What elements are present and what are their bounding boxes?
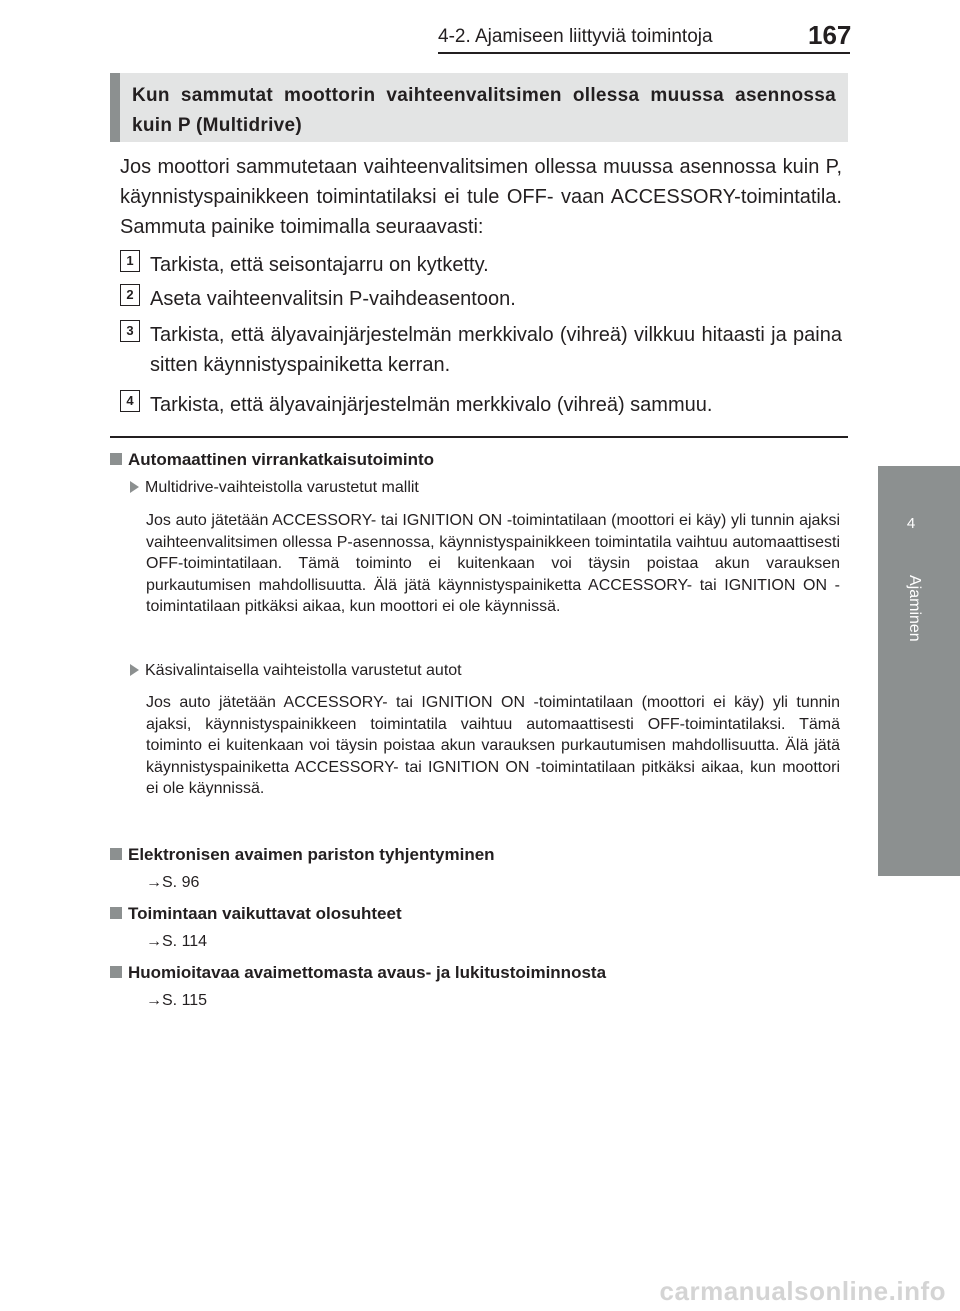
triangle-bullet-icon [130, 664, 139, 676]
step-number-badge: 4 [120, 390, 140, 412]
topic-title: Kun sammutat moottorin vaihteenvalitsimen ollessa muussa asennossa kuin P (Multidrive) [132, 85, 836, 136]
step-text: Tarkista, että älyavainjärjestelmän merkkivalo (vihreä) vilkkuu hitaasti ja paina sitten käynnistyspainiketta kerran. [150, 324, 842, 376]
section-heading [110, 902, 402, 926]
section-heading [110, 448, 434, 472]
step-number-badge: 1 [120, 250, 140, 272]
triangle-bullet-icon [130, 481, 139, 493]
step-2 [120, 284, 842, 314]
step-number-badge: 2 [120, 284, 140, 306]
subsection-heading [130, 660, 462, 682]
step-4 [120, 390, 842, 420]
page-reference-link[interactable]: →S. 96 [146, 874, 200, 891]
section-heading-text: Huomioitavaa avaimettomasta avaus- ja lukitustoiminnosta [128, 963, 607, 982]
section-heading [110, 961, 606, 985]
step-text: Aseta vaihteenvalitsin P-vaihdeasentoon. [150, 288, 516, 310]
square-bullet-icon [110, 848, 122, 860]
step-3 [120, 320, 842, 380]
section-heading-text: Elektronisen avaimen pariston tyhjentyminen [128, 845, 495, 864]
page-number: 167 [808, 20, 852, 50]
subsection-body: Jos auto jätetään ACCESSORY- tai IGNITION ON -toimintatilaan (moottori ei käy) yli tunnin ajaksi, käynnistyspainikkeen toimintatila vaihtuu automaattisesti OFF-toimintatilaksi. Tämä toiminto ei kuitenkaan voi täysin poistaa akun varauksen purkautumisen mahdollisuutta. Älä jätä käynnistyspainiketta ACCESSORY- tai IGNITION ON -toimintatilaan pitkäksi aikaa, kun moottori ei ole käynnissä. [146, 694, 840, 797]
step-1 [120, 250, 842, 280]
section-header: 4-2. Ajamiseen liittyviä toimintoja [438, 26, 713, 47]
square-bullet-icon [110, 966, 122, 978]
square-bullet-icon [110, 907, 122, 919]
page-reference-link[interactable]: →S. 115 [146, 992, 208, 1009]
subsection-body: Jos auto jätetään ACCESSORY- tai IGNITION ON -toimintatilaan (moottori ei käy) yli tunnin ajaksi vaihteenvalitsimen ollessa P-asennossa, käynnistyspainikkeen toimintatila vaihtuu automaattisesti OFF-toimintatilaan. Tämä toiminto ei kuitenkaan voi täysin poistaa akun varauksen purkautumisen mahdollisuutta. Älä jätä käynnistyspainiketta ACCESSORY- tai IGNITION ON -toimintatilaan pitkäksi aikaa, kun moottori ei ole käynnissä. [146, 512, 840, 615]
square-bullet-icon [110, 453, 122, 465]
topic-title-box [110, 73, 848, 142]
intro-paragraph: Jos moottori sammutetaan vaihteenvalitsimen ollessa muussa asennossa kuin P, käynnistyspainikkeen toimintatilaksi ei tule OFF- vaan ACCESSORY-toimintatila. Sammuta painike toimimalla seuraavasti: [120, 156, 842, 238]
subsection-heading-text: Käsivalintaisella vaihteistolla varustetut autot [145, 662, 462, 679]
step-text: Tarkista, että älyavainjärjestelmän merkkivalo (vihreä) sammuu. [150, 394, 713, 416]
page-reference-link[interactable]: →S. 114 [146, 933, 208, 950]
chapter-label: Ajaminen [906, 575, 923, 642]
section-divider [110, 436, 848, 438]
site-watermark: carmanualsonline.info [659, 1276, 946, 1306]
header-rule [438, 52, 850, 54]
step-number-badge: 3 [120, 320, 140, 342]
section-heading-text: Toimintaan vaikuttavat olosuhteet [128, 904, 402, 923]
subsection-heading-text: Multidrive-vaihteistolla varustetut mallit [145, 479, 419, 496]
subsection-heading [130, 477, 419, 499]
section-heading-text: Automaattinen virrankatkaisutoiminto [128, 450, 435, 469]
section-heading [110, 843, 495, 867]
chapter-number: 4 [906, 515, 916, 532]
step-text: Tarkista, että seisontajarru on kytketty. [150, 254, 489, 276]
